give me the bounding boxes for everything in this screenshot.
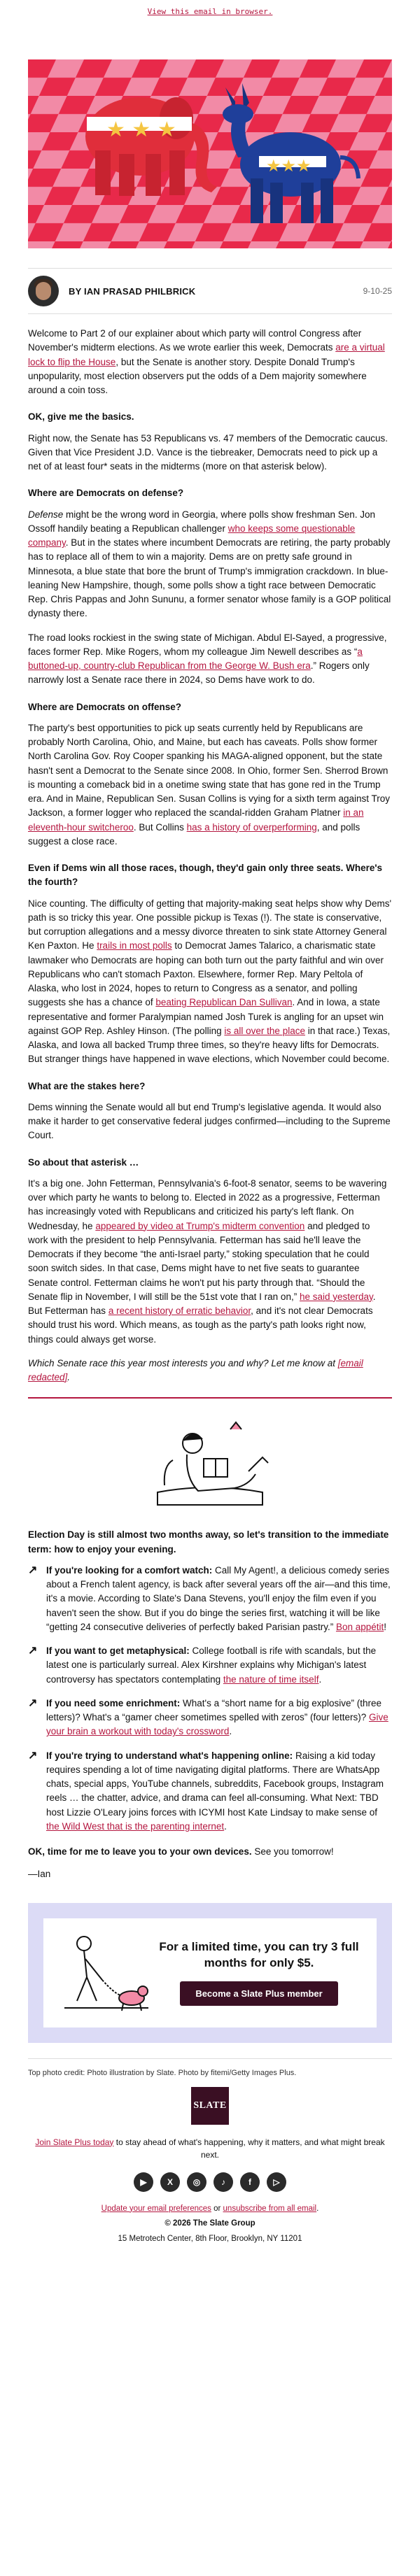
article-body — [28, 327, 392, 1385]
list-item: ↗ If you want to get metaphysical: College football is rife with scandals, but the latest one is particularly surreal. Alex Kirshner explains why Michigan's latest controversy has spectators contemplating the nature of time itself. — [28, 1644, 392, 1687]
fourth-seat-heading: Even if Dems win all those races, though, they'd gain only three seats. Where's the fourth? — [28, 863, 383, 888]
email-link[interactable]: [email redacted] — [28, 1357, 363, 1382]
hero-image — [28, 59, 392, 248]
author-avatar — [28, 276, 59, 306]
signoff-name: —Ian — [28, 1869, 51, 1880]
view-in-browser-link[interactable]: View this email in browser. — [147, 7, 273, 16]
basics-paragraph: Right now, the Senate has 53 Republicans vs. 47 members of the Democratic caucus. Given that Vice President J.D. Vance is the tiebreaker, Democrats need to pick up a net of at least four* seats in the midterms (more on that asterisk below). — [28, 432, 388, 472]
defense-heading: Where are Democrats on defense? — [28, 488, 184, 499]
crossword-link[interactable]: Give your brain a workout with today's crossword — [46, 1712, 388, 1737]
slate-logo[interactable]: SLATE — [191, 2087, 229, 2125]
parenting-internet-link[interactable]: the Wild West that is the parenting internet — [46, 1820, 225, 1832]
join-text: Join Slate Plus today to stay ahead of what's happening, why it matters, and what might break next. — [35, 2137, 385, 2160]
dog-walker-illustration — [57, 1931, 155, 2015]
photo-credit: Top photo credit: Photo illustration by Slate. Photo by fitemi/Getty Images Plus. — [28, 2058, 392, 2077]
fourth-seat-paragraph: Nice counting. The difficulty of getting that majority-making seat helps show why Dems' path is so tricky this year. One possible pickup is Texas (!). The state is conservative, but corruption allegations and a messy divorce threaten to sink state Attorney General Ken Paxton. He trails in most polls to Democrat James Talarico, a charismatic state lawmaker who Democrats are hoping can both turn out the party faithful and win over Republicans who can't stomach Paxton. Elsewhere, former Rep. Mary Peltola of Alaska, who lost in 2024, hopes to return to Congress as a senator, and polling suggests she has a chance of beating Republican Dan Sullivan. And in Iowa, a state representative and former Paralympian named Josh Turek is angling for an upset win against GOP Rep. Ashley Hinson. (The polling is all over the place in that race.) Texas, Alaska, and Iowa all backed Trump three times, so they're heavy lifts for Democrats. But stranger things have happened in wave elections, which November could become. — [28, 898, 392, 1065]
social-links — [0, 2172, 420, 2192]
offense-paragraph: The party's best opportunities to pick up seats currently held by Republicans are probably North Carolina, Ohio, and Maine, but each has caveats. Polls show former North Carolina Gov. Roy Cooper spanking his MAGA-aligned opponent, but the state hasn't sent a Democrat to the Senate since 2008. In Ohio, former Sen. Sherrod Brown is mounting a comeback bid in a onetime swing state that has gone red in the Trump era. And in Maine, Republican Sen. Susan Collins is vying for a sixth term against Troy Jackson, a former logger who replaced the scandal-ridden Graham Platner in an eleventh-hour switcheroo. But Collins has a history of overperforming, and polls suggest a close race. — [28, 722, 391, 847]
author-name: BY IAN PRASAD PHILBRICK — [69, 285, 196, 297]
list-item: ↗ If you need some enrichment: What's a “short name for a big explosive” (three letters)? What's a “gamer cheer sometimes spelled with zeros” (four letters)? Give your brain a workout with today's crossword. — [28, 1697, 392, 1739]
evening-section — [28, 1528, 392, 1834]
update-preferences-link[interactable]: Update your email preferences — [101, 2204, 211, 2213]
beating-sullivan-link[interactable]: beating Republican Dan Sullivan — [155, 997, 293, 1008]
become-member-button[interactable]: Become a Slate Plus member — [180, 1981, 337, 2006]
signoff: OK, time for me to leave you to your own devices. See you tomorrow! —Ian — [28, 1845, 392, 1882]
house-flip-link[interactable]: are a virtual lock to flip the House — [28, 342, 385, 367]
promo-headline: For a limited time, you can try 3 full months for only $5. — [159, 1940, 359, 1969]
youtube-icon[interactable]: ▶ — [134, 2172, 153, 2192]
overperforming-link[interactable]: has a history of overperforming — [186, 821, 317, 833]
legal-footer: Update your email preferences or unsubscribe from all email. © 2026 The Slate Group 15 Metrotech Center, 8th Floor, Brooklyn, NY 11201 — [28, 2202, 392, 2248]
facebook-icon[interactable]: f — [240, 2172, 260, 2192]
tiktok-icon[interactable]: ♪ — [214, 2172, 233, 2192]
byline — [28, 268, 392, 314]
stakes-heading: What are the stakes here? — [28, 1080, 146, 1091]
list-item: ↗ If you're trying to understand what's happening online: Raising a kid today requires spending a lot of time navigating digital platforms. There are WhatsApp chats, special apps, YouTube channels, subreddits, Facebook groups, Instagram reels … the chatter, advice, and drama can feel all-consuming. What Next: TBD host Lizzie O'Leary joins forces with ICYMI host Kate Lindsay to make sense of the Wild West that is the parenting internet. — [28, 1749, 392, 1834]
bon-appetit-link[interactable]: Bon appétit — [335, 1621, 384, 1632]
copyright: © 2026 The Slate Group — [164, 2219, 255, 2228]
stakes-paragraph: Dems winning the Senate would all but end Trump's legislative agenda. It would also make it harder to get conservative federal judges confirmed—including to the Supreme Court. — [28, 1101, 391, 1141]
offense-heading: Where are Democrats on offense? — [28, 701, 182, 712]
nature-of-time-link[interactable]: the nature of time itself — [223, 1673, 319, 1685]
slate-plus-promo — [28, 1903, 392, 2043]
list-item: ↗ If you're looking for a comfort watch: Call My Agent!, a delicious comedy series about a French talent agency, is back after several years off the air—and this time, it's a movie. According to Slate's Dana Stevens, you'll enjoy the film even if you haven't seen the show. But if you do binge the series first, watching it will be like “getting 24 consecutive deliveries of perfectly baked Parisian pastry.” Bon appétit! — [28, 1564, 392, 1634]
arrow-icon: ↗ — [28, 1697, 38, 1709]
arrow-icon: ↗ — [28, 1645, 38, 1657]
instagram-icon[interactable]: ◎ — [187, 2172, 206, 2192]
join-slate-plus-link[interactable]: Join Slate Plus today — [35, 2137, 114, 2147]
arrow-icon: ↗ — [28, 1564, 38, 1576]
trails-polls-link[interactable]: trails in most polls — [97, 940, 172, 951]
questionable-company-link[interactable]: who keeps some questionable company — [28, 523, 356, 548]
asterisk-heading: So about that asterisk … — [28, 1156, 139, 1168]
podcast-icon[interactable]: ▷ — [267, 2172, 286, 2192]
evening-lead: Election Day is still almost two months away, so let's transition to the immediate term: how to enjoy your evening. — [28, 1529, 389, 1555]
section-divider — [28, 1397, 392, 1399]
polling-all-over-link[interactable]: is all over the place — [224, 1025, 305, 1036]
convention-video-link[interactable]: appeared by video at Trump's midterm convention — [95, 1220, 305, 1231]
reader-question: Which Senate race this year most interests you and why? Let me know at [email redacted]. — [28, 1357, 363, 1382]
publish-date: 9-10-25 — [363, 286, 392, 296]
basics-heading: OK, give me the basics. — [28, 411, 134, 423]
address: 15 Metrotech Center, 8th Floor, Brooklyn, NY 11201 — [118, 2235, 302, 2244]
arrow-icon: ↗ — [28, 1749, 38, 1762]
defense-paragraph: Defense might be the wrong word in Georgia, where polls show freshman Sen. Jon Ossoff handily beating a Republican challenger who keeps some questionable company. But in the states where incumbent Democrats are retiring, the party probably has to replace all of them to win a majority. Dems are on pretty safe ground in Minnesota, a blue state that bore the brunt of Trump's immigration crackdown. In blue-leaning New Hampshire, though, some polls show a tight race between Democratic Rep. Chris Pappas and John Sununu, a former senator whose family is a GOP political dynasty there. — [28, 509, 391, 619]
elephant-donkey-illustration — [28, 59, 392, 248]
reading-illustration — [0, 1415, 420, 1517]
country-club-republican-link[interactable]: a buttoned-up, country-club Republican from the George W. Bush era — [28, 646, 363, 671]
intro-paragraph: Welcome to Part 2 of our explainer about which party will control Congress after November's midterm elections. As we wrote earlier this week, Democrats are a virtual lock to flip the House, but the Senate is another story. Despite Donald Trump's unpopularity, most election observers put the odds of a Dem majority somewhere around a coin toss. — [28, 328, 385, 395]
svg-text:★ ★ ★: ★ ★ ★ — [106, 118, 176, 142]
michigan-paragraph: The road looks rockiest in the swing state of Michigan. Abdul El-Sayed, a progressive, faces former Rep. Mike Rogers, whom my colleague Jim Newell describes as “a buttoned-up, country-club Republican from the George W. Bush era.” Rogers only narrowly lost a Senate race there in 2024, so Dems have work to do. — [28, 632, 387, 686]
erratic-behavior-link[interactable]: a recent history of erratic behavior — [108, 1305, 251, 1316]
switcheroo-link[interactable]: in an eleventh-hour switcheroo — [28, 807, 364, 833]
x-icon[interactable]: X — [160, 2172, 180, 2192]
unsubscribe-link[interactable]: unsubscribe from all email — [223, 2204, 317, 2213]
asterisk-paragraph: It's a big one. John Fetterman, Pennsylvania's 6-foot-8 senator, seems to be wavering over which party he wants to belong to. Elected in 2022 as a progressive, Fetterman has increasingly voted with Republicans and criticized his party's left flank. On Wednesday, he appeared by video at Trump's midterm convention and pledged to work with the president to help Pennsylvania. Fetterman has said he'll leave the Democrats if they become “the anti-Israel party,” stoking speculation that he could soon switch sides. In that case, Dems might have to net five seats to guarantee Senate control. Fetterman claims he won't put his party through that. “Should the Senate flip in November, I will still be the 51st vote that I ran on,” he said yesterday. But Fetterman has a recent history of erratic behavior, and it's not clear Democrats should trust his word. Which means, as tough as the party's path looks right now, things could always get worse. — [28, 1177, 387, 1345]
view-in-browser-bar — [0, 0, 420, 26]
said-yesterday-link[interactable]: he said yesterday — [299, 1291, 373, 1302]
svg-text:★★★: ★★★ — [266, 156, 312, 176]
